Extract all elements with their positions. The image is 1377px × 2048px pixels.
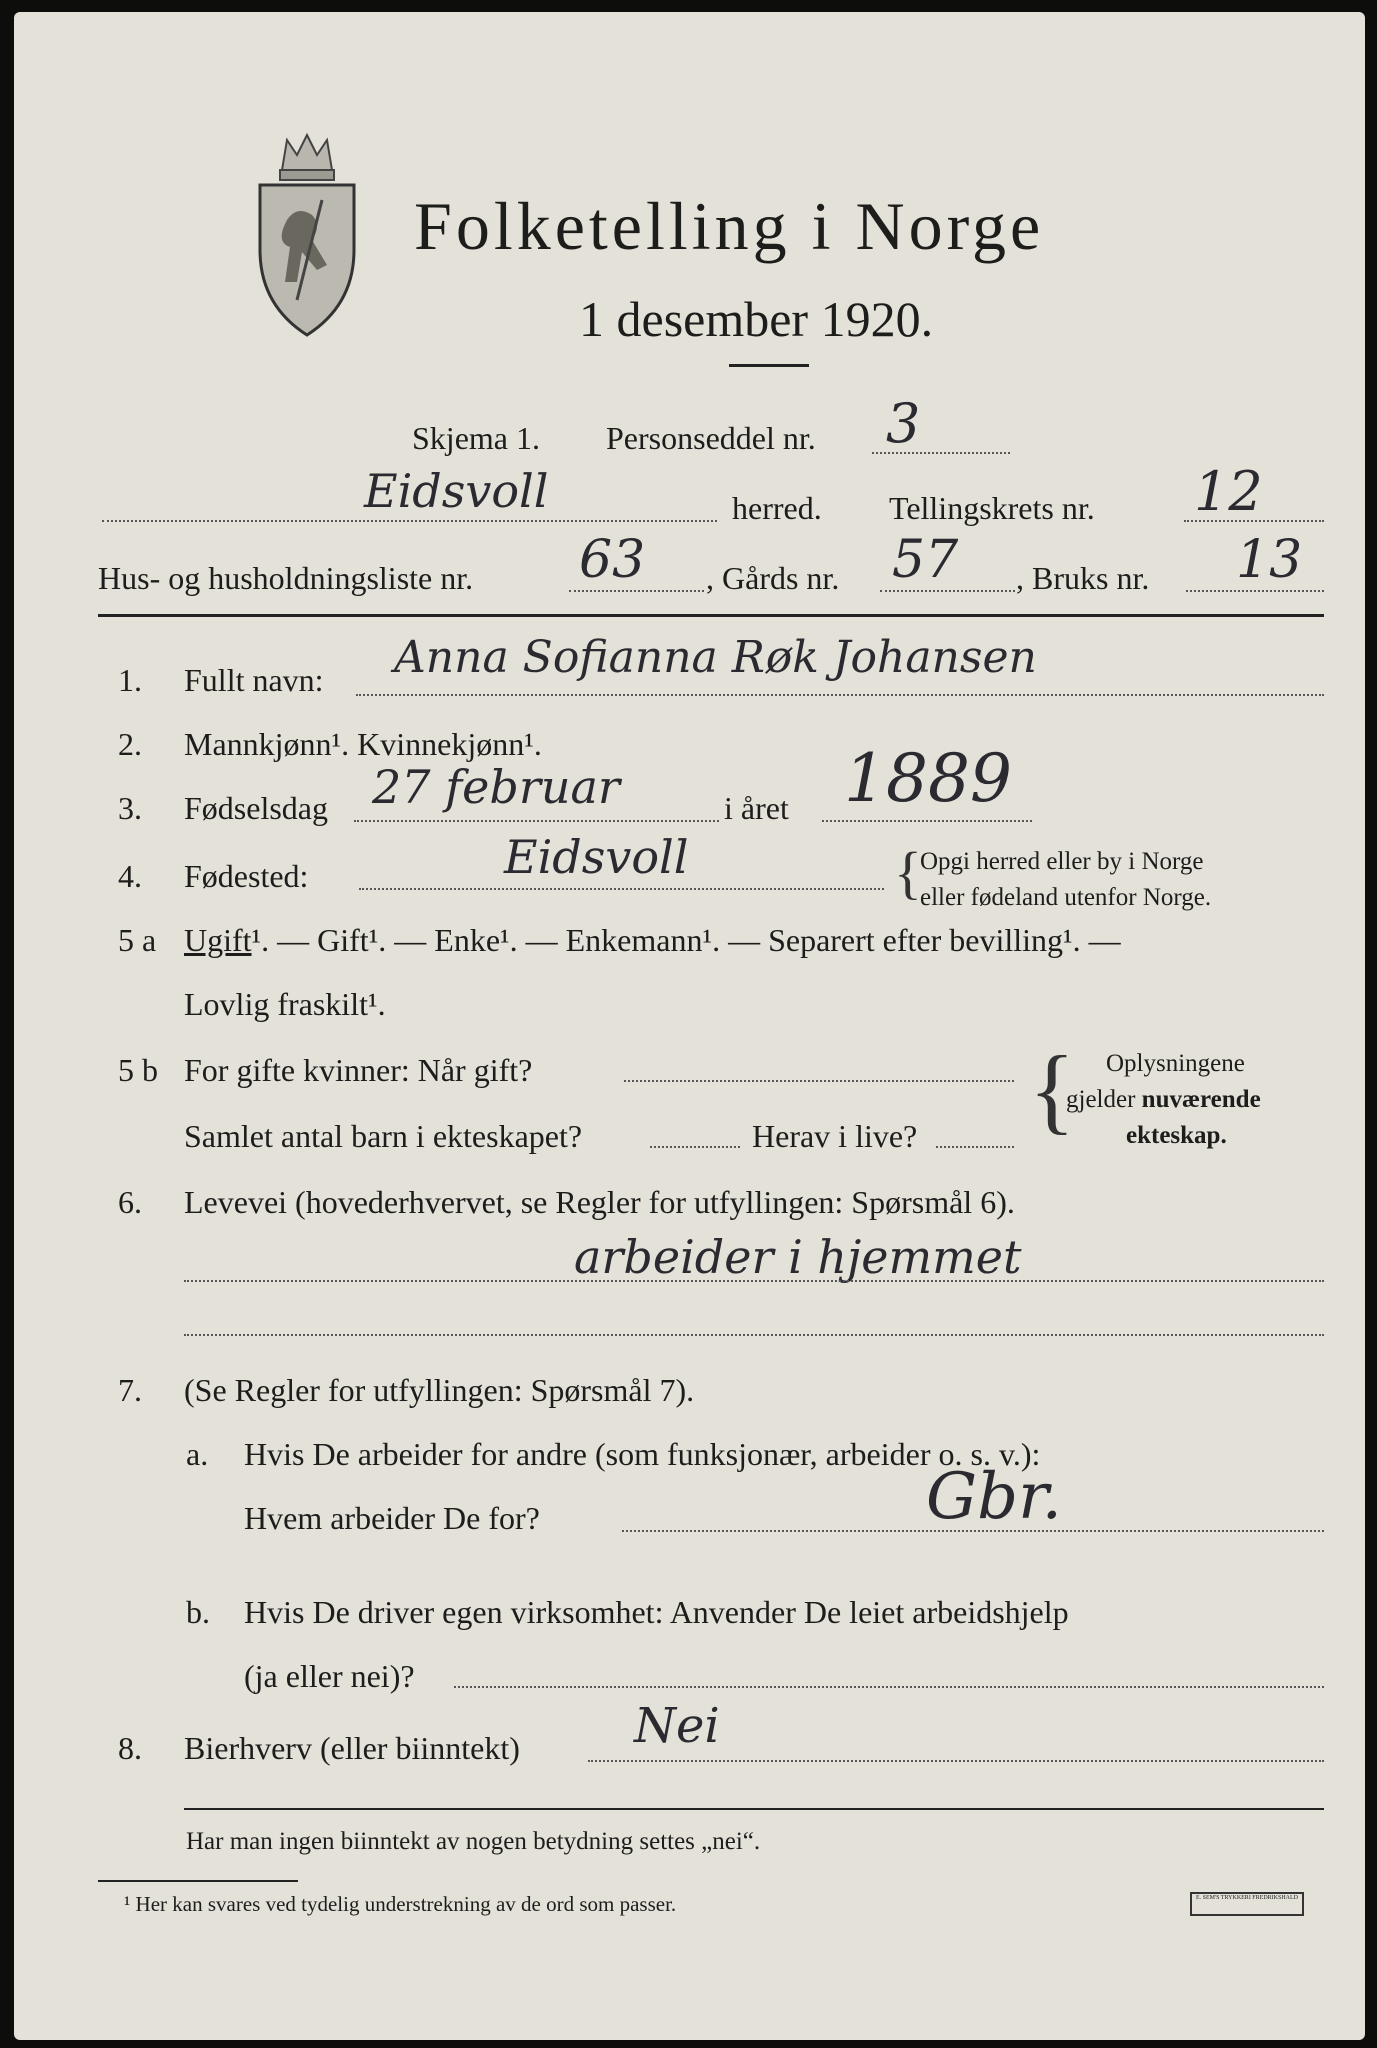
q3-number: 3. — [118, 790, 142, 826]
employer-label: Hvem arbeider De for? — [244, 1500, 540, 1536]
gender-options: Mannkjønn¹. Kvinnekjønn¹. — [184, 726, 542, 762]
birth-date-value: 27 februar — [372, 760, 620, 814]
full-name-value: Anna Sofianna Røk Johansen — [394, 632, 1037, 683]
printer-stamp: E. SEM'S TRYKKERI FREDRIKSHALD — [1190, 1892, 1304, 1916]
herred-label: herred. — [732, 490, 822, 526]
q7a-line1: Hvis De arbeider for andre (som funksjonær, arbeider o. s. v.): — [244, 1436, 1041, 1472]
skjema-label: Skjema 1. — [412, 420, 540, 456]
form-title: Folketelling i Norge — [414, 188, 1045, 264]
marital-status-line2: Lovlig fraskilt¹. — [184, 986, 386, 1022]
q8-number: 8. — [118, 1730, 142, 1766]
married-when-label: For gifte kvinner: Når gift? — [184, 1052, 533, 1088]
birthplace-note-line2: eller fødeland utenfor Norge. — [920, 884, 1212, 911]
footnote-rule — [98, 1880, 298, 1882]
gards-value: 57 — [892, 530, 959, 590]
marriage-note-line2: gjelder nuværende — [1066, 1086, 1261, 1113]
q5b-number: 5 b — [118, 1052, 158, 1088]
q7b-line1: Hvis De driver egen virksomhet: Anvender De leiet arbeidshjelp — [244, 1594, 1069, 1630]
tellingskrets-value: 12 — [1194, 460, 1263, 523]
census-form-page: Folketelling i Norge 1 desember 1920. Skjema 1. Personseddel nr. 3 Eidsvoll herred. Tellingskrets nr. 12 Hus- og husholdningsliste nr. 63 , Gårds nr. 57 , Bruks nr. 13 1. Fullt navn: Anna Sofianna Røk Johansen 2. Mannkjønn¹. Kvinnekjønn¹. 3. Fødselsdag 27 februar i året 1889 4. Fødested: Eidsvoll { Opgi herred eller by i Norge eller fødeland utenfor Norge. 5 a Ugift¹. — Gift¹. — Enke¹. — Enkemann¹. — Separert efter bevilling¹. — Lovlig fraskilt¹. 5 b For gifte kvinner: Når gift? Samlet antal barn i ekteskapet? Herav i live? { Oplysningene gjelder nuværende ekteskap. 6. Levevei (hovederhvervet, se Regler for utfyllingen: Spørsmål 6). arbeider i hjemmet 7. (Se Regler for utfyllingen: Spørsmål 7). a. Hvis De arbeider for andre (som funksjonær, arbeider o. s. v.): Hvem arbeider De for? Gbr. b. Hvis De driver egen virksomhet: Anvender De leiet arbeidshjelp (ja eller nei)? 8. Bierhverv (eller biinntekt) Nei Har man ingen biinntekt av nogen betydning settes „nei“. ¹ Her kan svares ved tydelig understrekning av de ord som passer. E. SEM'S TRYKKERI FREDRIKSHALD — [14, 12, 1365, 2040]
q7a-letter: a. — [186, 1436, 209, 1472]
gards-label: , Gårds nr. — [706, 560, 840, 596]
side-income-value: Nei — [634, 1698, 720, 1754]
notes-rule — [184, 1808, 1324, 1810]
year-label: i året — [724, 790, 789, 826]
children-alive-label: Herav i live? — [752, 1118, 918, 1154]
q7-number: 7. — [118, 1372, 142, 1408]
herred-value: Eidsvoll — [364, 464, 549, 518]
q6-number: 6. — [118, 1184, 142, 1220]
occupation-label: Levevei (hovederhvervet, se Regler for utfyllingen: Spørsmål 6). — [184, 1184, 1015, 1220]
bruks-label: , Bruks nr. — [1016, 560, 1150, 596]
no-income-note: Har man ingen biinntekt av nogen betydning settes „nei“. — [186, 1828, 761, 1855]
marriage-note-line1: Oplysningene — [1106, 1050, 1245, 1077]
header-rule — [98, 614, 1324, 617]
hus-label: Hus- og husholdningsliste nr. — [98, 560, 474, 596]
birthplace-value: Eidsvoll — [504, 830, 689, 884]
side-income-label: Bierhverv (eller biinntekt) — [184, 1730, 520, 1766]
census-date: 1 desember 1920. — [579, 291, 934, 347]
bruks-value: 13 — [1236, 530, 1303, 590]
q7-label: (Se Regler for utfyllingen: Spørsmål 7). — [184, 1372, 695, 1408]
q4-label: Fødested: — [184, 858, 309, 894]
occupation-value: arbeider i hjemmet — [574, 1230, 1022, 1284]
hired-help-label: (ja eller nei)? — [244, 1658, 415, 1694]
q7b-letter: b. — [186, 1594, 210, 1630]
q4-number: 4. — [118, 858, 142, 894]
q3-label: Fødselsdag — [184, 790, 328, 826]
q5a-number: 5 a — [118, 922, 157, 958]
q2-number: 2. — [118, 726, 142, 762]
q1-number: 1. — [118, 662, 142, 698]
ugift-option-underlined: Ugift — [184, 922, 252, 958]
hus-value: 63 — [579, 530, 646, 590]
tellingskrets-label: Tellingskrets nr. — [889, 490, 1095, 526]
marriage-note-line3: ekteskap. — [1126, 1122, 1227, 1149]
title-divider — [729, 364, 809, 367]
personseddel-label: Personseddel nr. — [606, 420, 816, 456]
personseddel-value: 3 — [886, 392, 921, 455]
footnote: ¹ Her kan svares ved tydelig understrekning av de ord som passer. — [124, 1892, 677, 1916]
birth-year-value: 1889 — [844, 740, 1012, 817]
employer-value: Gbr. — [926, 1460, 1062, 1534]
children-total-label: Samlet antal barn i ekteskapet? — [184, 1118, 583, 1154]
norway-coat-of-arms-icon — [252, 130, 362, 340]
birthplace-note-line1: Opgi herred eller by i Norge — [920, 848, 1204, 875]
marital-status-line1: Ugift¹. — Gift¹. — Enke¹. — Enkemann¹. — Separert efter bevilling¹. — — [184, 922, 1121, 958]
q1-label: Fullt navn: — [184, 662, 324, 698]
